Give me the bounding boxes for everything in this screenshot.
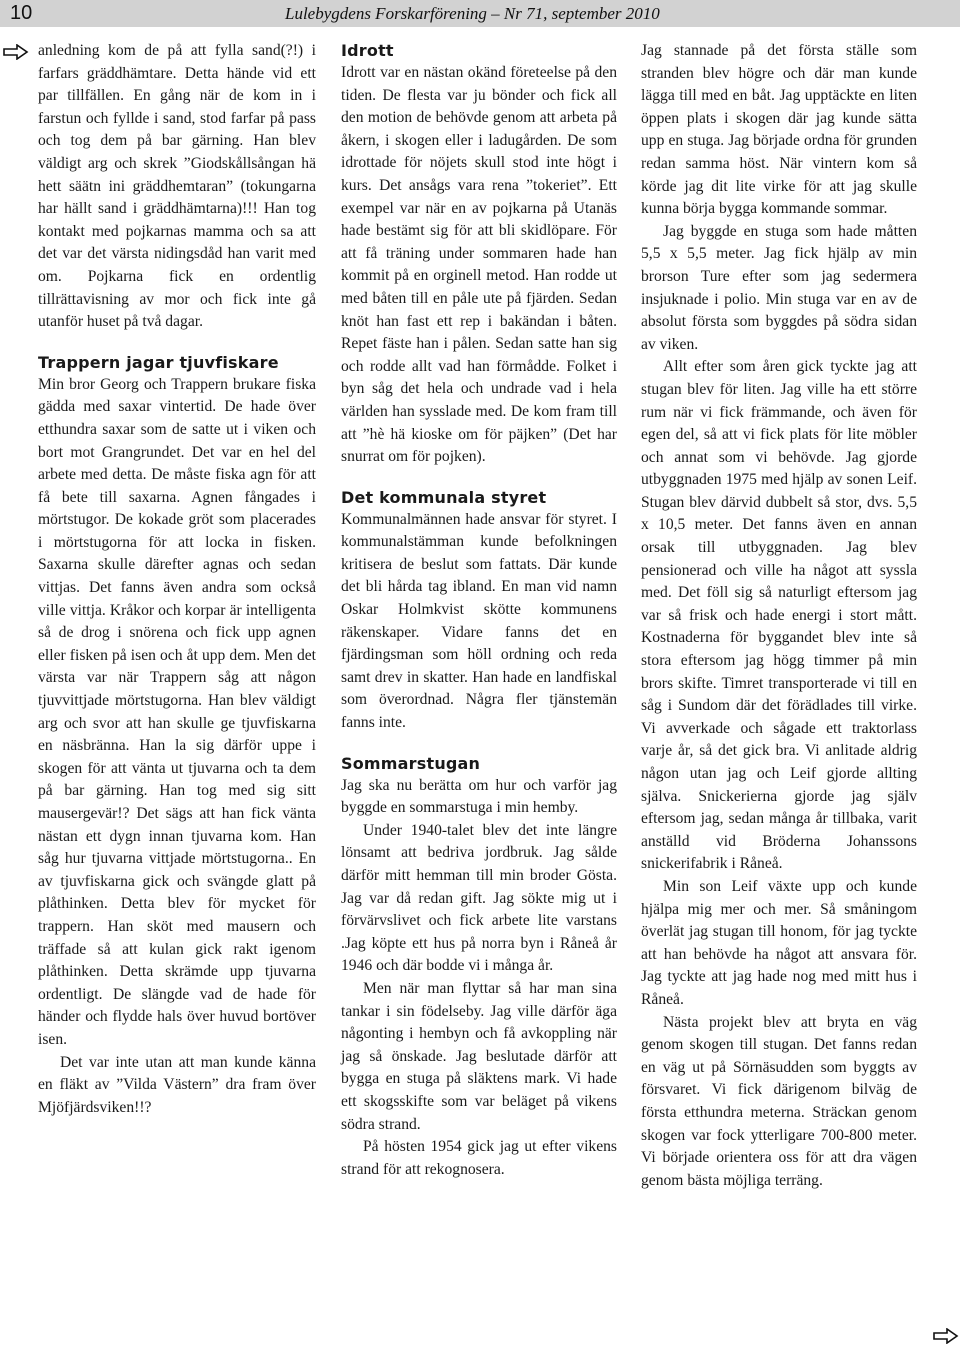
section-heading-idrott: Idrott (341, 41, 394, 60)
paragraph: Min bror Georg och Trappern brukare fiska gädda med saxar vintertid. De hade över etthundra saxar som de satte ut i viken och bort mot Grangrundet. Det var en hel del arbete med detta. De måste fiska agn för att få bete till saxarna. Agnen fångades i mörtstugor. De kokade gröt som placerades i mörtstugorna för att locka in fisken. Saxarna skulle därefter agnas och sedan vittjas. Det fanns även andra som också ville vittja. Kråkor och korpar är intelligenta så de drog i snörena och fick upp agnen eller fisken på isen och åt upp dem. Men det värsta var när Trappern såg att någon tjuvvittjade mörtstugorna. Han blev väldigt arg och svor att han skulle ge tjuvfiskarna en näsbränna. Han la sig därför uppe i skogen för att vänta ut tjuvarna och ta dem på bar gärning. Han tog med sig sitt mausergevär!? Det sägs att han fick vänta nästan ett dygn innan tjuvarna kom. Han såg hur tjuvarna vittjade mörtstugorna.. En av tjuvfiskarna gick och svängde glatt på plåthinken. Detta blev för mycket för trappern. Han sköt med mausern och träffade så att kulan gick rakt igenom plåthinken. Detta skrämde upp tjuvarna ordentligt. De slängde vad de hade för händer och flydde hals över huvud bortöver isen. (38, 375, 316, 1048)
paragraph: Men när man flyttar så har man sina tankar i sin födelseby. Jag ville därför äga någonting i hembyn och få avkoppling när jag så önskade. Jag beslutade därför att bygga en stuga på släktens mark. Vi hade ett skogsskifte som var beläget på vikens södra strand. (341, 979, 617, 1133)
column-3 (641, 40, 917, 1192)
paragraph: Jag ska nu berätta om hur och varför jag byggde en sommarstuga i min hemby. (341, 776, 617, 817)
arrow-right-icon (3, 44, 29, 60)
paragraph: anledning kom de på att fylla sand(?!) i farfars gräddhämtare. Detta hände vid ett par tillfällen. En gång när de kom in i farstun och fyllde i sand, stod farfar på pass och tog dem på bar gärning. Han blev väldigt arg och skrek ”Giodskållsångan hä hett säätn ini gräddhemtaran” (tokungarna har hällt sand i gräddhämtarna)!!! Han tog kontakt med pojkarnas mamma och sa att det var det värsta nidingsdåd han varit med om. Pojkarna fick en ordentlig tillrättavisning av mor och fick inte gå utanför huset på två dagar. (38, 42, 316, 331)
running-title: Lulebygdens Forskarförening – Nr 71, september 2010 (285, 4, 660, 23)
paragraph: Jag byggde en stuga som hade måtten 5,5 x 5,5 meter. Jag fick hjälp av min brorson Ture efter som jag sedermera insjuknade i polio. Min stuga var en av de absolut första som byggdes på södra sidan av viken. (641, 222, 917, 353)
paragraph: Min son Leif växte upp och kunde hjälpa mig mer och mer. Så småningom överlät jag stugan till honom, för jag tyckte att han behövde ha något att ansvara för. Jag tyckte att jag hade nog med mitt hus i Råneå. (641, 877, 917, 1008)
column-2 (341, 40, 617, 1181)
paragraph: På hösten 1954 gick jag ut efter vikens strand för att rekognosera. (341, 1138, 617, 1178)
paragraph: Det var inte utan att man kunde känna en fläkt av ”Vilda Västern” dra fram över Mjöfjärdsviken!!? (38, 1053, 316, 1116)
page-header (0, 0, 960, 27)
paragraph: Jag stannade på det första ställe som stranden blev högre och där man kunde lägga till med en båt. Jag upptäckte en liten öppen plats i skogen där jag kunde sätta upp en stuga. Jag började ordna för grunden redan samma höst. När vintern kom så körde jag dit lite virke för att jag skulle kunna börja bygga kommande sommar. (641, 42, 917, 218)
paragraph: Allt efter som åren gick tyckte jag att stugan blev för liten. Jag ville ha ett större rum när vi fick främmande, och även för egen del, så att vi fick plats för lite möbler och annat som vi behövde. Jag gjorde utbyggnaden 1975 med hjälp av sonen Leif. Stugan blev därvid dubbelt så stor, dvs. 5,5 x 10,5 meter. Det fanns även en annan orsak till utbyggnaden. Jag blev pensionerad och ville ha något att syssla med. Det föll sig så naturligt eftersom jag var så frisk och hade energi i stort mått. Kostnaderna för byggandet blev inte så stora eftersom jag högg timmer på min brors skifte. Timret transporterade vi till en såg i Sundom där det förädlades till virke. Vi avverkade och sågade ett traktorlass varje år, så det gick bra. Vi anlitade aldrig någon utan jag och Leif gjorde allting själva. Snickerierna gjorde jag själv eftersom jag, sedan många år tillbaka, varit anställd vid Bröderna Johanssons snickerifabrik i Råneå. (641, 358, 917, 873)
paragraph: Kommunalmännen hade ansvar för styret. I kommunalstämman kunde befolkningen kritisera de beslut som fattats. Där kunde det bli hårda tag ibland. En man vid namn Oskar Holmkvist skötte kommunens räkenskaper. Vidare fanns det en fjärdingsman som höll ordning och reda samt drev in skatter. Han hade en landfiskal som överordnad. Några fler tjänstemän fanns inte. (341, 510, 617, 732)
paragraph: Under 1940-talet blev det inte längre lönsamt att bedriva jordbruk. Jag sålde därför mitt hemman till min broder Gösta. Jag var då redan gift. Jag sökte mig ut i förvärvslivet och fick arbete lite varstans .Jag köpte ett hus på norra byn i Råneå år 1946 och där bodde vi i många år. (341, 821, 617, 975)
paragraph: Idrott var en nästan okänd företeelse på den tiden. De flesta var ju bönder och fick all den motion de behövde genom att arbeta på åkern, i skogen eller i ladugården. De som idrottade för nöjets skull stod inte högt i kurs. Det ansågs vara rena ”tokeriet”. Ett exempel var när en av pojkarna på Utanäs hade bestämt sig för att bli skidlöpare. För att få träning under sommaren hade han kommit på en orginell metod. Han rodde ut med båten till en påle ute på fjärden. Sedan knöt han fast ett rep i bakändan i båten. Repet fäste han i pålen. Sedan satte han sig och rodde allt vad han förmådde. Folket i byn såg det hela och undrade vad i hela världen han sysslade med. De kom fram till att ”hè hä kioske om för päjken” (Det har snurrat om för pojken). (341, 64, 617, 466)
section-heading-sommarstugan: Sommarstugan (341, 753, 481, 773)
column-1 (38, 40, 316, 1119)
section-heading-trappern: Trappern jagar tjuvfiskare (38, 352, 279, 372)
section-heading-kommunala-styret: Det kommunala styret (341, 487, 547, 507)
page-number: 10 (10, 2, 33, 24)
arrow-right-icon (933, 1328, 959, 1344)
paragraph: Nästa projekt blev att bryta en väg genom skogen till stugan. Det fanns redan en väg ut på Sörnäsudden som byggts av försvaret. Vi fick därigenom bilväg de första etthundra meterna. Sträckan genom skogen var fock ytterligare 700-800 meter. Vi började orientera oss för att dra vägen genom bästa möjliga terräng. (641, 1013, 917, 1189)
